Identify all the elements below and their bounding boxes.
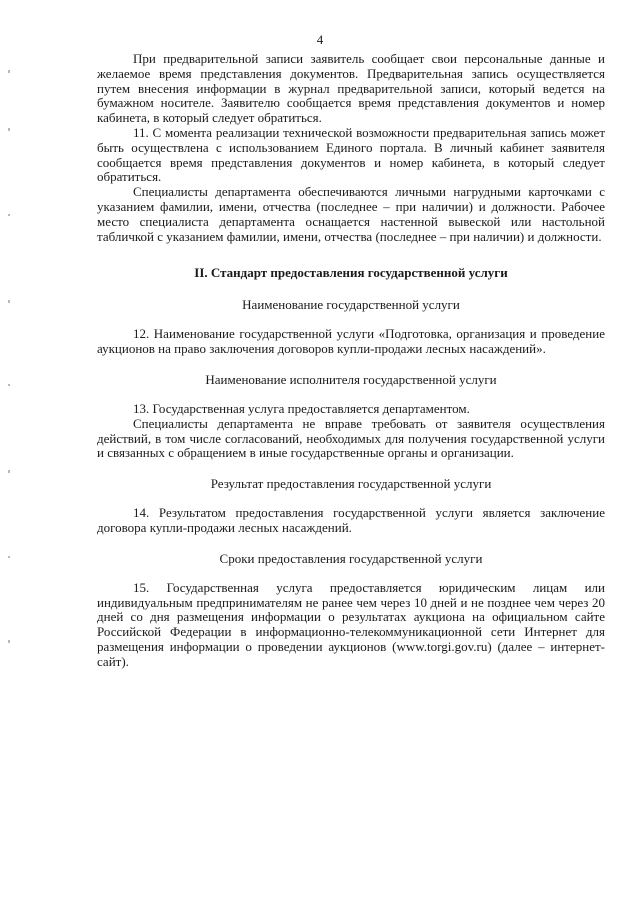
paragraph: 15. Государственная услуга предоставляется юридическим лицам или индивидуальным предпринимателям не ранее чем через 10 дней и не позднее чем через 20 дней со дня размещения информации о результатах аукциона на официальном сайте Российской Федерации в информационно-телекоммуникационной сети Интернет для размещения информации о проведении аукционов (www.torgi.gov.ru) (далее – интернет-сайт).	[97, 579, 605, 669]
section-heading: II. Стандарт предоставления государственной услуги	[194, 265, 508, 281]
paragraph: 11. С момента реализации технической возможности предварительная запись может быть осуществлена с использованием Единого портала. В личный кабинет заявителя сообщается время представления документов и номер кабинета, в который следует обратиться.	[97, 124, 605, 185]
document-body	[97, 52, 605, 670]
paragraph: 12. Наименование государственной услуги «Подготовка, организация и проведение аукционов на право заключения договоров купли-продажи лесных насаждений».	[97, 326, 605, 357]
paragraph: 13. Государственная услуга предоставляется департаментом.	[133, 400, 470, 416]
subsection-heading: Наименование государственной услуги	[242, 297, 460, 313]
paragraph: Специалисты департамента не вправе требовать от заявителя осуществления действий, в том числе согласований, необходимых для получения государственной услуги и связанных с обращением в иные государственные органы и организации.	[97, 415, 605, 461]
subsection-heading: Наименование исполнителя государственной услуги	[205, 371, 497, 387]
subsection-heading: Результат предоставления государственной услуги	[210, 476, 492, 492]
paragraph: 14. Результатом предоставления государственной услуги является заключение договора купли-продажи лесных насаждений.	[97, 505, 605, 535]
paragraph: Специалисты департамента обеспечиваются личными нагрудными карточками с указанием фамилии, имени, отчества (последнее – при наличии) и должности. Рабочее место специалиста департамента оснащается настенной вывеской или настольной табличкой с указанием фамилии, имени, отчества (последнее – при наличии) и должности.	[97, 184, 605, 244]
paragraph: При предварительной записи заявитель сообщает свои персональные данные и желаемое время представления документов. Предварительная запись осуществляется путем внесения информации в журнал предварительной записи, который ведется на бумажном носителе. Заявителю сообщается время представления документов и номер кабинета, в который следует обратиться.	[97, 51, 605, 126]
scan-edge-marks	[8, 0, 12, 905]
subsection-heading: Сроки предоставления государственной услуги	[219, 550, 483, 566]
page-number: 4	[316, 32, 324, 47]
